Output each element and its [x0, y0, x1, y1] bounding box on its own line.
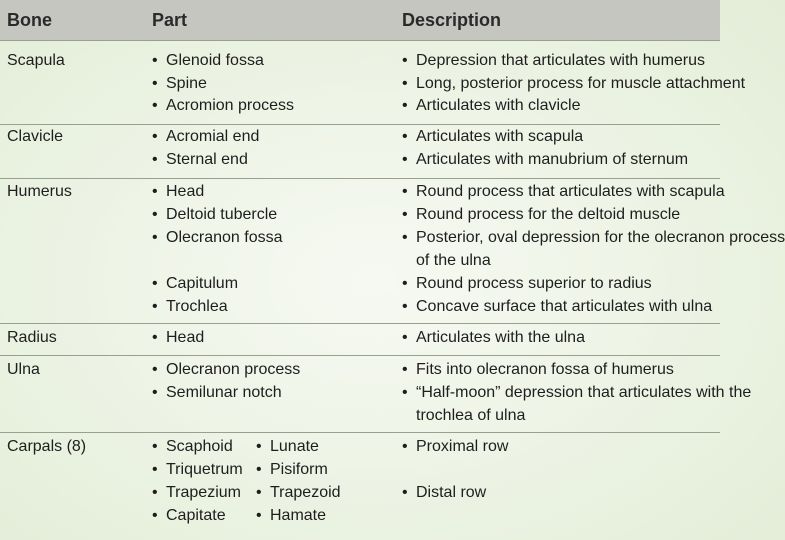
- bone-name-radius: Radius: [7, 329, 57, 346]
- part-item: • Sternal end: [166, 151, 248, 169]
- part-item: • Head: [166, 329, 204, 347]
- header-description: Description: [402, 10, 502, 30]
- divider: [0, 124, 720, 125]
- description-item: • Proximal row: [416, 438, 508, 456]
- description-item: • Articulates with scapula: [416, 128, 583, 146]
- description-item: • Posterior, oval depression for the olecranon process: [416, 229, 785, 247]
- description-continuation: of the ulna: [416, 252, 491, 269]
- part-item: • Capitulum: [166, 275, 238, 293]
- part-item: • Hamate: [270, 507, 326, 525]
- description-item: • Concave surface that articulates with ulna: [416, 298, 712, 316]
- description-item: • Articulates with the ulna: [416, 329, 585, 347]
- bone-name-carpals: Carpals (8): [7, 438, 87, 455]
- divider: [0, 432, 720, 433]
- part-item: • Triquetrum: [166, 461, 243, 479]
- description-continuation: trochlea of ulna: [416, 407, 526, 424]
- part-item: • Trapezoid: [270, 484, 341, 502]
- part-item: • Capitate: [166, 507, 226, 525]
- description-item: • Long, posterior process for muscle attachment: [416, 75, 745, 93]
- divider: [0, 40, 720, 41]
- bone-name-scapula: Scapula: [7, 52, 65, 69]
- part-item: • Trapezium: [166, 484, 241, 502]
- description-item: • Articulates with manubrium of sternum: [416, 151, 688, 169]
- bone-name-ulna: Ulna: [7, 361, 40, 378]
- header-part: Part: [152, 10, 188, 30]
- description-item: • Round process for the deltoid muscle: [416, 206, 680, 224]
- part-item: • Trochlea: [166, 298, 228, 316]
- part-item: • Pisiform: [270, 461, 328, 479]
- description-item: • Round process superior to radius: [416, 275, 652, 293]
- description-item: • Distal row: [416, 484, 486, 502]
- bone-name-humerus: Humerus: [7, 183, 72, 200]
- part-item: • Acromion process: [166, 97, 294, 115]
- description-item: • Round process that articulates with scapula: [416, 183, 725, 201]
- divider: [0, 355, 720, 356]
- part-item: • Olecranon fossa: [166, 229, 283, 247]
- part-item: • Semilunar notch: [166, 384, 282, 402]
- bone-name-clavicle: Clavicle: [7, 128, 64, 145]
- part-item: • Head: [166, 183, 204, 201]
- part-item: • Deltoid tubercle: [166, 206, 277, 224]
- description-item: • Fits into olecranon fossa of humerus: [416, 361, 674, 379]
- part-item: • Spine: [166, 75, 207, 93]
- header-bone: Bone: [7, 10, 52, 30]
- part-item: • Olecranon process: [166, 361, 300, 379]
- divider: [0, 323, 720, 324]
- description-item: • Depression that articulates with humerus: [416, 52, 705, 70]
- description-item: • “Half-moon” depression that articulates with the: [416, 384, 751, 402]
- header-row: [0, 0, 720, 40]
- part-item: • Glenoid fossa: [166, 52, 264, 70]
- part-item: • Scaphoid: [166, 438, 233, 456]
- description-item: • Articulates with clavicle: [416, 97, 581, 115]
- part-item: • Lunate: [270, 438, 319, 456]
- divider: [0, 178, 720, 179]
- part-item: • Acromial end: [166, 128, 259, 146]
